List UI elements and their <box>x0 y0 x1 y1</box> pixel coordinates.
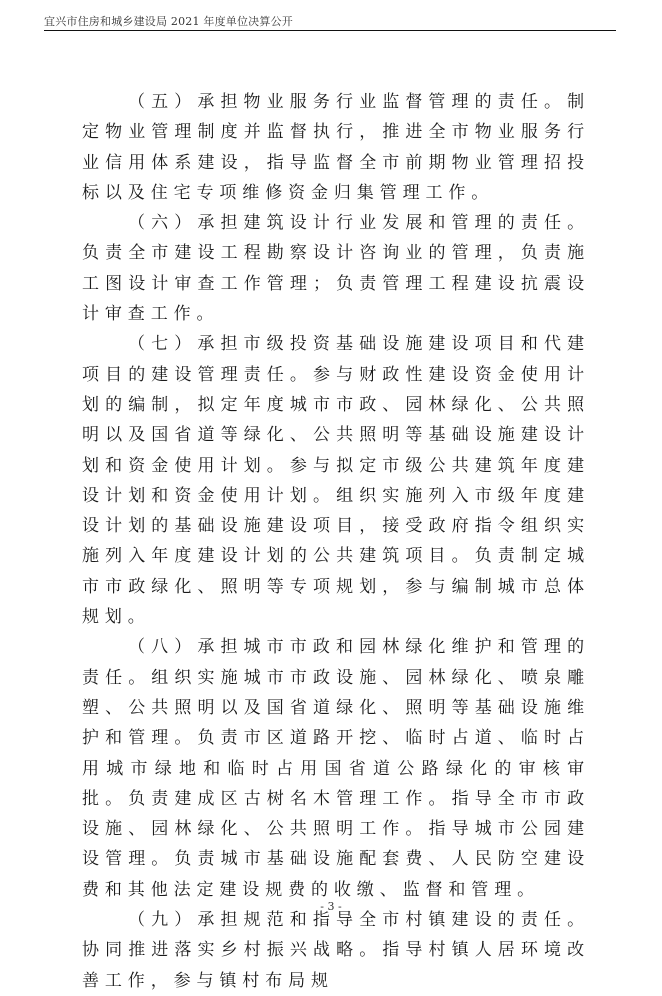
paragraph-5: （五）承担物业服务行业监督管理的责任。制定物业管理制度并监督执行，推进全市物业服务行业信用体系建设，指导监督全市前期物业管理招投标以及住宅专项维修资金归集管理工作。 <box>82 92 590 203</box>
paragraph-7: （七）承担市级投资基础设施建设项目和代建项目的建设管理责任。参与财政性建设资金使用计划的编制，拟定年度城市市政、园林绿化、公共照明以及国省道等绿化、公共照明等基础设施建设计划和资金使用计划。参与拟定市级公共建筑年度建设计划和资金使用计划。组织实施列入市级年度建设计划的基础设施建设项目，接受政府指令组织实施列入年度建设计划的公共建筑项目。负责制定城市市政绿化、照明等专项规划，参与编制城市总体规划。 <box>82 334 590 628</box>
page-number: - 3 - <box>320 900 342 913</box>
paragraph-9: （九）承担规范和指导全市村镇建设的责任。协同推进落实乡村振兴战略。指导村镇人居环境改善工作，参与镇村布局规 <box>82 910 590 991</box>
document-header: 宜兴市住房和城乡建设局 2021 年度单位决算公开 <box>44 15 293 28</box>
paragraph-8: （八）承担城市市政和园林绿化维护和管理的责任。组织实施城市市政设施、园林绿化、喷泉雕塑、公共照明以及国省道绿化、照明等基础设施维护和管理。负责市区道路开挖、临时占道、临时占用城市绿地和临时占用国省道公路绿化的审核审批。负责建成区古树名木管理工作。指导全市市政设施、园林绿化、公共照明工作。指导城市公园建设管理。负责城市基础设施配套费、人民防空建设费和其他法定建设规费的收缴、监督和管理。 <box>82 637 590 900</box>
header-divider <box>44 30 616 31</box>
paragraph-6: （六）承担建筑设计行业发展和管理的责任。负责全市建设工程勘察设计咨询业的管理，负责施工图设计审查工作管理；负责管理工程建设抗震设计审查工作。 <box>82 213 590 325</box>
document-body <box>82 87 590 996</box>
